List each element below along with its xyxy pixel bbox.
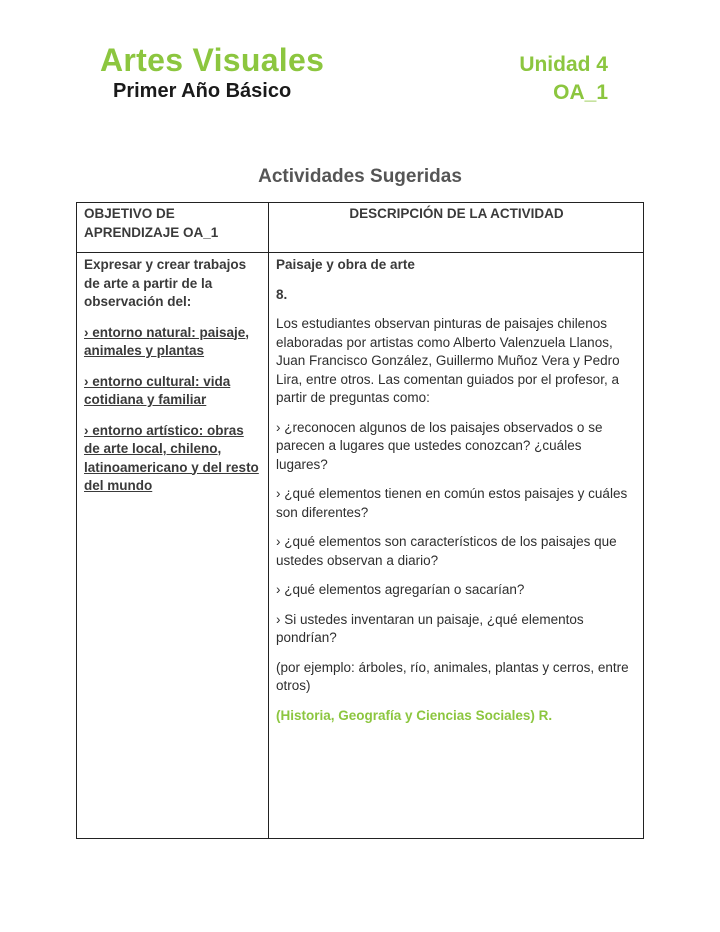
activity-question-2: › ¿qué elementos tienen en común estos paisajes y cuáles son diferentes? xyxy=(276,486,628,520)
objective-item-natural: › entorno natural: paisaje, animales y plantas xyxy=(84,324,250,358)
description-header: DESCRIPCIÓN DE LA ACTIVIDAD xyxy=(269,203,644,253)
section-title: Actividades Sugeridas xyxy=(258,166,462,187)
objective-item-artistic: › entorno artístico: obras de arte local, chileno, latinoamericano y del resto del mundo xyxy=(84,422,259,493)
oa-label: OA_1 xyxy=(553,81,608,104)
activity-intro: Los estudiantes observan pinturas de paisajes chilenos elaboradas por artistas como Alberto Valenzuela Llanos, Juan Francisco González, Guillermo Muñoz Vera y Pedro Lira, entre otros. Las comentan guiados por el profesor, a partir de preguntas como: xyxy=(276,316,620,405)
activity-title: Paisaje y obra de arte xyxy=(276,257,415,272)
objective-header: OBJETIVO DE APRENDIZAJE OA_1 xyxy=(77,203,269,253)
cross-reference: (Historia, Geografía y Ciencias Sociales) R. xyxy=(276,707,553,723)
table-header-row xyxy=(77,203,644,253)
objective-item-cultural: › entorno cultural: vida cotidiana y familiar xyxy=(84,373,231,407)
activity-question-4: › ¿qué elementos agregarían o sacarían? xyxy=(276,582,525,597)
unit-label: Unidad 4 xyxy=(519,53,608,76)
activity-question-5: › Si ustedes inventaran un paisaje, ¿qué elementos pondrían? xyxy=(276,611,584,645)
objective-intro: Expresar y crear trabajos de arte a partir de la observación del: xyxy=(84,257,247,309)
objective-cell xyxy=(77,253,269,839)
activity-example: (por ejemplo: árboles, río, animales, plantas y cerros, entre otros) xyxy=(276,659,629,693)
table-row xyxy=(77,253,644,839)
grade-subtitle: Primer Año Básico xyxy=(113,80,292,102)
page-title: Artes Visuales xyxy=(100,42,325,78)
activity-question-3: › ¿qué elementos son característicos de los paisajes que ustedes observan a diario? xyxy=(276,534,617,568)
activities-table xyxy=(76,202,644,839)
activity-question-1: › ¿reconocen algunos de los paisajes observados o se parecen a lugares que ustedes conozcan? ¿cuáles lugares? xyxy=(276,419,603,472)
description-cell xyxy=(269,253,644,839)
activity-number: 8. xyxy=(276,286,288,302)
